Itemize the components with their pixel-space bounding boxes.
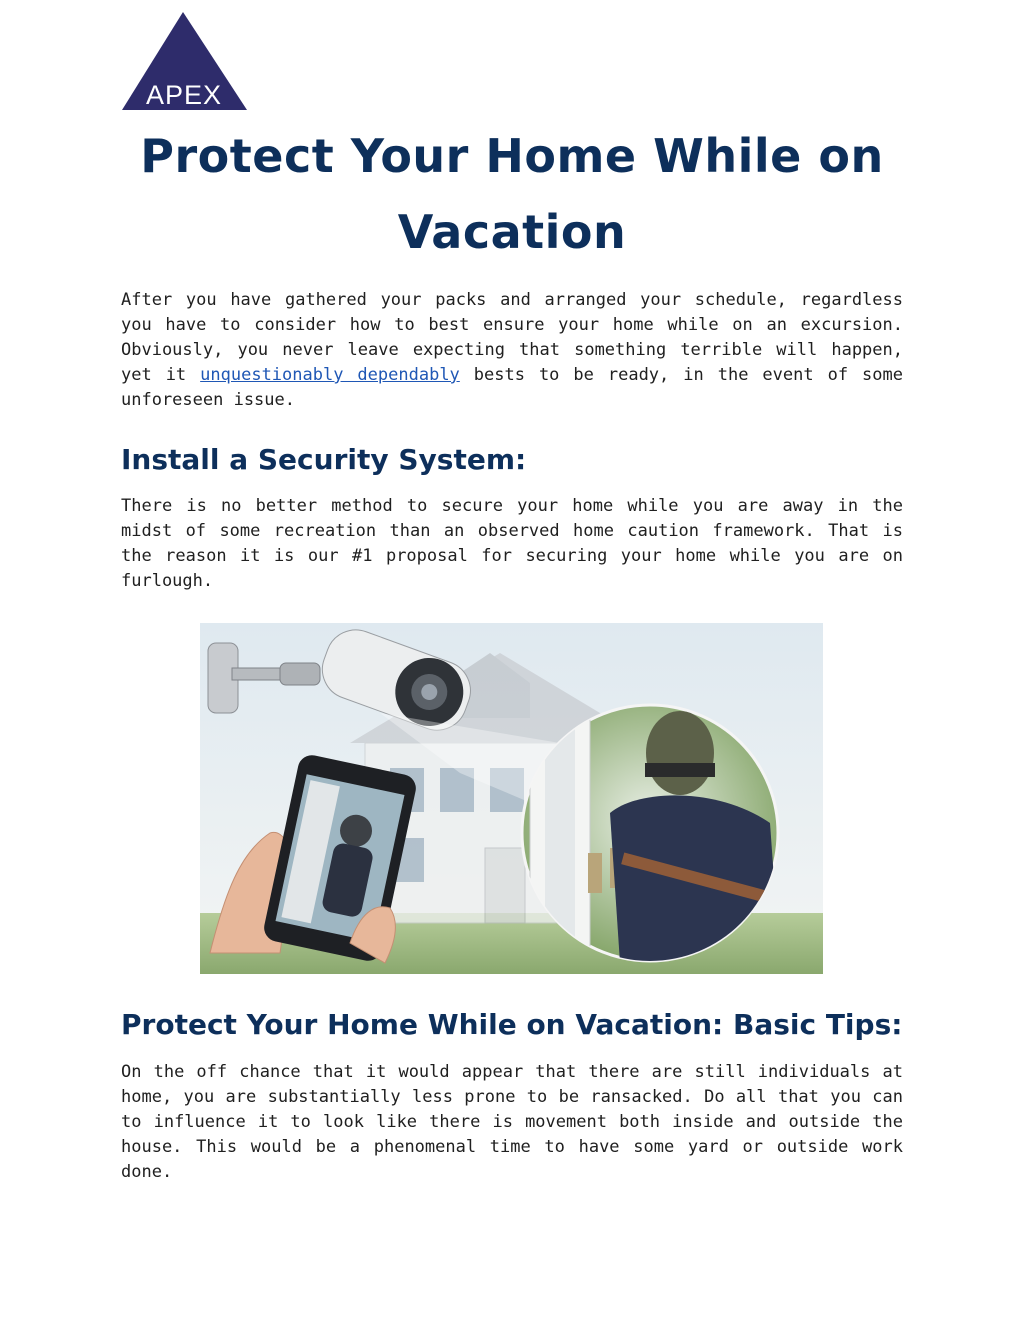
- intro-text-before: After you have gathered your packs and arranged your schedule, regardless you have to consider how to best ensure your home while on an excursion. Obviously, you never leave expecting that something terrible will happen, yet it: [121, 290, 903, 385]
- section-heading-basic-tips: Protect Your Home While on Vacation: Basic Tips:: [121, 1008, 903, 1041]
- page-title: Protect Your Home While on Vacation: [140, 129, 884, 259]
- section-heading-security: Install a Security System:: [121, 443, 527, 476]
- section-security-paragraph: There is no better method to secure your home while you are away in the midst of some recreation than an observed home caution framework. That is the reason it is our #1 proposal for securing your home while you are on furlough.: [121, 496, 903, 591]
- intro-text-after: bests to be ready, in the event of some unforeseen issue.: [121, 365, 903, 410]
- apex-logo: [120, 10, 250, 112]
- security-system-image: [200, 623, 823, 974]
- burglar-icon: [522, 703, 780, 963]
- intro-paragraph: [121, 288, 903, 413]
- logo-text: APEX: [145, 80, 223, 110]
- intro-link[interactable]: unquestionably dependably: [200, 365, 460, 385]
- section-basic-tips-paragraph: On the off chance that it would appear that there are still individuals at home, you are substantially less prone to be ransacked. Do all that you can to influence it to look like there is movement both inside and outside the house. This would be a phenomenal time to have some yard or outside work done.: [121, 1062, 903, 1182]
